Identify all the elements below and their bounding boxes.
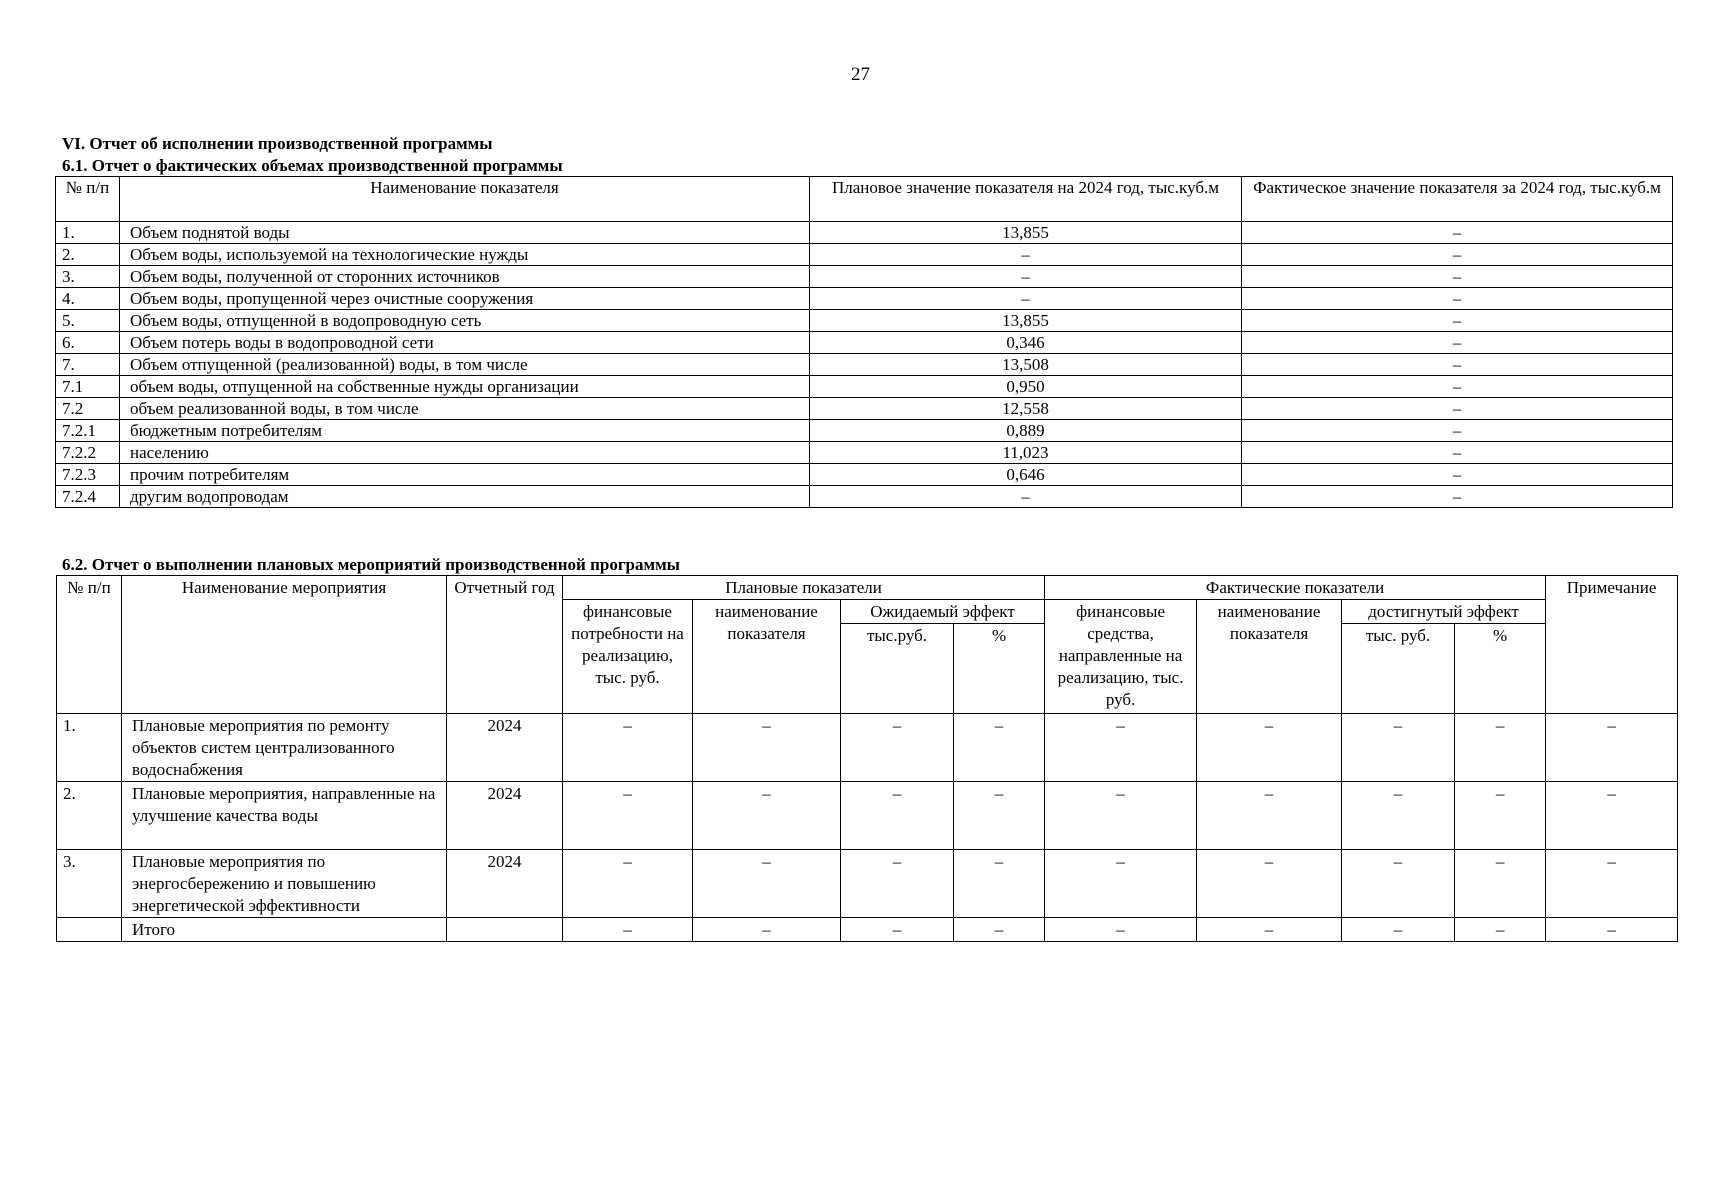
col-header-fact: Фактическое значение показателя за 2024 год, тыс.куб.м [1242, 177, 1673, 222]
indicator-name-cell: бюджетным потребителям [120, 420, 810, 442]
col-header-plan-effect-rub: тыс.руб. [841, 624, 954, 714]
fact-indicator-cell: – [1197, 714, 1342, 782]
fact-value-cell: – [1242, 222, 1673, 244]
fact-indicator-cell: – [1197, 850, 1342, 918]
col-header-fact-effect: достигнутый эффект [1342, 600, 1546, 624]
planned-measures-table [56, 575, 1678, 942]
col-header-fact-indicator: наименование показателя [1197, 600, 1342, 714]
fact-value-cell: – [1242, 288, 1673, 310]
indicator-name-cell: Объем воды, отпущенной в водопроводную сеть [120, 310, 810, 332]
indicator-name-cell: объем воды, отпущенной на собственные нужды организации [120, 376, 810, 398]
table-row [56, 376, 1673, 398]
fact-value-cell: – [1242, 420, 1673, 442]
production-volumes-table [55, 176, 1673, 508]
col-header-note: Примечание [1546, 576, 1678, 714]
row-number-cell: 1. [57, 714, 122, 782]
table-row [56, 222, 1673, 244]
fact-effect-rub-cell: – [1342, 782, 1455, 850]
table-row [56, 244, 1673, 266]
col-header-plan-indicator: наименование показателя [693, 600, 841, 714]
fact-indicator-cell: – [1197, 918, 1342, 942]
indicator-name-cell: Объем потерь воды в водопроводной сети [120, 332, 810, 354]
report-year-cell: 2024 [447, 850, 563, 918]
indicator-name-cell: Объем воды, полученной от сторонних источников [120, 266, 810, 288]
row-number-cell: 2. [56, 244, 120, 266]
table-row [56, 486, 1673, 508]
section-title: VI. Отчет об исполнении производственной программы [62, 134, 493, 153]
table-row [56, 442, 1673, 464]
indicator-name-cell: Объем поднятой воды [120, 222, 810, 244]
row-number-cell: 4. [56, 288, 120, 310]
indicator-name-cell: прочим потребителям [120, 464, 810, 486]
fact-fin-cell: – [1045, 850, 1197, 918]
fact-value-cell: – [1242, 354, 1673, 376]
fact-effect-rub-cell: – [1342, 714, 1455, 782]
plan-value-cell: 0,889 [810, 420, 1242, 442]
row-number-cell: 7.2.4 [56, 486, 120, 508]
fact-value-cell: – [1242, 464, 1673, 486]
table-row [56, 464, 1673, 486]
plan-value-cell: – [810, 266, 1242, 288]
row-number-cell: 7.1 [56, 376, 120, 398]
fact-value-cell: – [1242, 486, 1673, 508]
col-header-plan-fin: финансовые потребности на реализацию, тыс. руб. [563, 600, 693, 714]
row-number-cell: 2. [57, 782, 122, 850]
table-row [56, 310, 1673, 332]
note-cell: – [1546, 918, 1678, 942]
col-header-num: № п/п [57, 576, 122, 714]
table-header-row [56, 177, 1673, 222]
indicator-name-cell: объем реализованной воды, в том числе [120, 398, 810, 420]
fact-value-cell: – [1242, 266, 1673, 288]
plan-indicator-cell: – [693, 782, 841, 850]
report-year-cell: 2024 [447, 714, 563, 782]
row-number-cell: 7.2.2 [56, 442, 120, 464]
plan-value-cell: 12,558 [810, 398, 1242, 420]
plan-value-cell: 13,508 [810, 354, 1242, 376]
row-number-cell: 6. [56, 332, 120, 354]
table-row [56, 354, 1673, 376]
measure-name-cell: Плановые мероприятия по энергосбережению и повышению энергетической эффективности [122, 850, 447, 918]
row-number-cell: 7.2.3 [56, 464, 120, 486]
plan-value-cell: 11,023 [810, 442, 1242, 464]
fact-value-cell: – [1242, 398, 1673, 420]
fact-effect-rub-cell: – [1342, 850, 1455, 918]
measure-name-cell: Итого [122, 918, 447, 942]
indicator-name-cell: населению [120, 442, 810, 464]
page-number: 27 [851, 64, 870, 85]
col-header-fact-effect-pct: % [1455, 624, 1546, 714]
indicator-name-cell: Объем воды, используемой на технологические нужды [120, 244, 810, 266]
col-header-num: № п/п [56, 177, 120, 222]
table-row [57, 782, 1678, 850]
col-header-name: Наименование показателя [120, 177, 810, 222]
row-number-cell: 3. [57, 850, 122, 918]
report-year-cell [447, 918, 563, 942]
fact-fin-cell: – [1045, 714, 1197, 782]
plan-fin-cell: – [563, 850, 693, 918]
row-number-cell: 7.2.1 [56, 420, 120, 442]
indicator-name-cell: другим водопроводам [120, 486, 810, 508]
plan-indicator-cell: – [693, 918, 841, 942]
table-header-row [57, 576, 1678, 600]
plan-fin-cell: – [563, 918, 693, 942]
table-row [57, 714, 1678, 782]
col-header-plan-effect-pct: % [954, 624, 1045, 714]
fact-value-cell: – [1242, 310, 1673, 332]
table-row [57, 850, 1678, 918]
plan-effect-rub-cell: – [841, 782, 954, 850]
fact-effect-pct-cell: – [1455, 714, 1546, 782]
report-year-cell: 2024 [447, 782, 563, 850]
col-header-plan-group: Плановые показатели [563, 576, 1045, 600]
fact-value-cell: – [1242, 244, 1673, 266]
fact-indicator-cell: – [1197, 782, 1342, 850]
table-row [56, 266, 1673, 288]
indicator-name-cell: Объем воды, пропущенной через очистные сооружения [120, 288, 810, 310]
plan-effect-rub-cell: – [841, 850, 954, 918]
fact-fin-cell: – [1045, 918, 1197, 942]
col-header-fact-group: Фактические показатели [1045, 576, 1546, 600]
plan-fin-cell: – [563, 714, 693, 782]
fact-fin-cell: – [1045, 782, 1197, 850]
plan-indicator-cell: – [693, 714, 841, 782]
row-number-cell: 1. [56, 222, 120, 244]
plan-indicator-cell: – [693, 850, 841, 918]
table-row [56, 332, 1673, 354]
plan-effect-rub-cell: – [841, 714, 954, 782]
row-number-cell: 7.2 [56, 398, 120, 420]
col-header-fact-fin: финансовые средства, направленные на реализацию, тыс. руб. [1045, 600, 1197, 714]
table-row [56, 420, 1673, 442]
plan-fin-cell: – [563, 782, 693, 850]
col-header-plan-effect: Ожидаемый эффект [841, 600, 1045, 624]
col-header-year: Отчетный год [447, 576, 563, 714]
plan-effect-rub-cell: – [841, 918, 954, 942]
plan-value-cell: – [810, 486, 1242, 508]
row-number-cell: 7. [56, 354, 120, 376]
plan-effect-pct-cell: – [954, 850, 1045, 918]
plan-value-cell: 13,855 [810, 310, 1242, 332]
plan-effect-pct-cell: – [954, 918, 1045, 942]
plan-effect-pct-cell: – [954, 782, 1045, 850]
plan-effect-pct-cell: – [954, 714, 1045, 782]
indicator-name-cell: Объем отпущенной (реализованной) воды, в том числе [120, 354, 810, 376]
row-number-cell [57, 918, 122, 942]
measure-name-cell: Плановые мероприятия, направленные на улучшение качества воды [122, 782, 447, 850]
table1-title: 6.1. Отчет о фактических объемах производственной программы [62, 156, 563, 175]
fact-value-cell: – [1242, 442, 1673, 464]
plan-value-cell: – [810, 288, 1242, 310]
plan-value-cell: 0,950 [810, 376, 1242, 398]
plan-value-cell: 0,646 [810, 464, 1242, 486]
measure-name-cell: Плановые мероприятия по ремонту объектов систем централизованного водоснабжения [122, 714, 447, 782]
col-header-fact-effect-rub: тыс. руб. [1342, 624, 1455, 714]
note-cell: – [1546, 850, 1678, 918]
col-header-plan: Плановое значение показателя на 2024 год, тыс.куб.м [810, 177, 1242, 222]
col-header-name: Наименование мероприятия [122, 576, 447, 714]
fact-value-cell: – [1242, 332, 1673, 354]
plan-value-cell: 13,855 [810, 222, 1242, 244]
note-cell: – [1546, 714, 1678, 782]
table-row [56, 288, 1673, 310]
plan-value-cell: – [810, 244, 1242, 266]
note-cell: – [1546, 782, 1678, 850]
total-row [57, 918, 1678, 942]
fact-effect-pct-cell: – [1455, 918, 1546, 942]
fact-effect-rub-cell: – [1342, 918, 1455, 942]
fact-effect-pct-cell: – [1455, 850, 1546, 918]
plan-value-cell: 0,346 [810, 332, 1242, 354]
table2-title: 6.2. Отчет о выполнении плановых мероприятий производственной программы [62, 555, 680, 574]
fact-value-cell: – [1242, 376, 1673, 398]
row-number-cell: 5. [56, 310, 120, 332]
row-number-cell: 3. [56, 266, 120, 288]
fact-effect-pct-cell: – [1455, 782, 1546, 850]
table-row [56, 398, 1673, 420]
